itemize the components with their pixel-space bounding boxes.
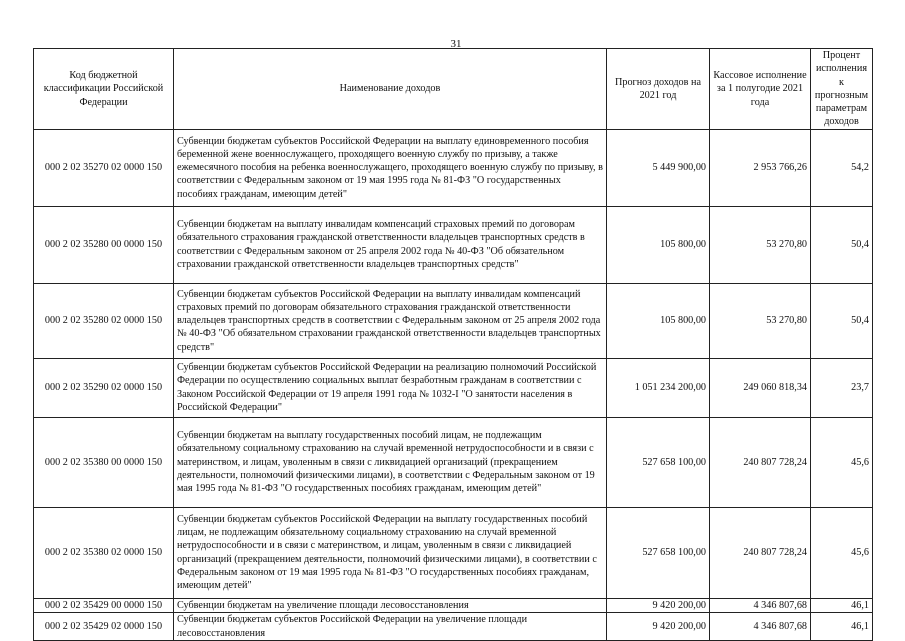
row-actual: 249 060 818,34	[710, 358, 811, 417]
row-actual: 4 346 807,68	[710, 598, 811, 612]
row-actual: 53 270,80	[710, 283, 811, 358]
table-row	[34, 598, 873, 612]
row-percent: 23,7	[811, 358, 873, 417]
page-number: 31	[450, 38, 462, 50]
table-row	[34, 507, 873, 598]
revenue-table	[33, 48, 873, 641]
row-name: Субвенции бюджетам на увеличение площади лесовосстановления	[174, 598, 607, 612]
header-actual: Кассовое исполнение за 1 полугодие 2021 года	[710, 49, 811, 130]
row-name: Субвенции бюджетам субъектов Российской Федерации на выплату государственных пособий лицам, не подлежащим обязательному социальному страхованию на случай временной нетрудоспособности и в связи с материнством, и лицам, уволенным в связи с ликвидацией организаций (прекращением деятельности, полномочий физическими лицами), в соответствии с Федеральным законом от 19 мая 1995 года № 81-ФЗ "О государственных пособиях гражданам, имеющим детей"	[174, 507, 607, 598]
row-forecast: 9 420 200,00	[607, 613, 710, 641]
row-code: 000 2 02 35270 02 0000 150	[34, 129, 174, 206]
row-percent: 54,2	[811, 129, 873, 206]
table-row	[34, 613, 873, 641]
row-forecast: 527 658 100,00	[607, 417, 710, 507]
row-name: Субвенции бюджетам субъектов Российской Федерации на выплату инвалидам компенсаций страховых премий по договорам обязательного страхования гражданской ответственности владельцев транспортных средств в соответствии с Федеральным законом от 25 апреля 2002 года № 40-ФЗ "Об обязательном страховании гражданской ответственности владельцев транспортных средств"	[174, 283, 607, 358]
row-code: 000 2 02 35380 00 0000 150	[34, 417, 174, 507]
row-percent: 46,1	[811, 613, 873, 641]
row-percent: 45,6	[811, 507, 873, 598]
row-name: Субвенции бюджетам на выплату инвалидам компенсаций страховых премий по договорам обязательного страхования гражданской ответственности владельцев транспортных средств в соответствии с Федеральным законом от 25 апреля 2002 года № 40-ФЗ "Об обязательном страховании гражданской ответственности владельцев транспортных средств"	[174, 206, 607, 283]
header-code: Код бюджетной классификации Российской Федерации	[34, 49, 174, 130]
row-actual: 240 807 728,24	[710, 507, 811, 598]
row-actual: 4 346 807,68	[710, 613, 811, 641]
row-code: 000 2 02 35280 02 0000 150	[34, 283, 174, 358]
row-forecast: 105 800,00	[607, 283, 710, 358]
row-actual: 2 953 766,26	[710, 129, 811, 206]
table-row	[34, 283, 873, 358]
header-forecast: Прогноз доходов на 2021 год	[607, 49, 710, 130]
row-percent: 46,1	[811, 598, 873, 612]
table-header-row	[34, 49, 873, 130]
row-code: 000 2 02 35280 00 0000 150	[34, 206, 174, 283]
row-forecast: 105 800,00	[607, 206, 710, 283]
row-forecast: 9 420 200,00	[607, 598, 710, 612]
row-forecast: 5 449 900,00	[607, 129, 710, 206]
row-code: 000 2 02 35380 02 0000 150	[34, 507, 174, 598]
table-row	[34, 206, 873, 283]
row-name: Субвенции бюджетам на выплату государственных пособий лицам, не подлежащим обязательному социальному страхованию на случай временной нетрудоспособности и в связи с материнством, и лицам, уволенным в связи с ликвидацией организаций (прекращением деятельности, полномочий физическими лицами), в соответствии с Федеральным законом от 19 мая 1995 года № 81-ФЗ "О государственных пособиях гражданам, имеющим детей"	[174, 417, 607, 507]
row-code: 000 2 02 35290 02 0000 150	[34, 358, 174, 417]
row-actual: 53 270,80	[710, 206, 811, 283]
row-percent: 50,4	[811, 283, 873, 358]
table-row	[34, 358, 873, 417]
row-code: 000 2 02 35429 00 0000 150	[34, 598, 174, 612]
table-row	[34, 417, 873, 507]
row-name: Субвенции бюджетам субъектов Российской Федерации на реализацию полномочий Российской Федерации по осуществлению социальных выплат безработным гражданам в соответствии с Законом Российской Федерации от 19 апреля 1991 года № 1032-I "О занятости населения в Российской Федерации"	[174, 358, 607, 417]
row-forecast: 1 051 234 200,00	[607, 358, 710, 417]
header-name: Наименование доходов	[174, 49, 607, 130]
row-percent: 45,6	[811, 417, 873, 507]
row-percent: 50,4	[811, 206, 873, 283]
header-percent: Процент исполнения к прогнозным параметрам доходов	[811, 49, 873, 130]
row-actual: 240 807 728,24	[710, 417, 811, 507]
row-name: Субвенции бюджетам субъектов Российской Федерации на выплату единовременного пособия беременной жене военнослужащего, проходящего военную службу по призыву, а также ежемесячного пособия на ребенка военнослужащего, проходящего военную службу по призыву, в соответствии с Федеральным законом от 19 мая 1995 года № 81-ФЗ "О государственных пособиях гражданам, имеющим детей"	[174, 129, 607, 206]
row-forecast: 527 658 100,00	[607, 507, 710, 598]
row-name: Субвенции бюджетам субъектов Российской Федерации на увеличение площади лесовосстановления	[174, 613, 607, 641]
row-code: 000 2 02 35429 02 0000 150	[34, 613, 174, 641]
table-row	[34, 129, 873, 206]
